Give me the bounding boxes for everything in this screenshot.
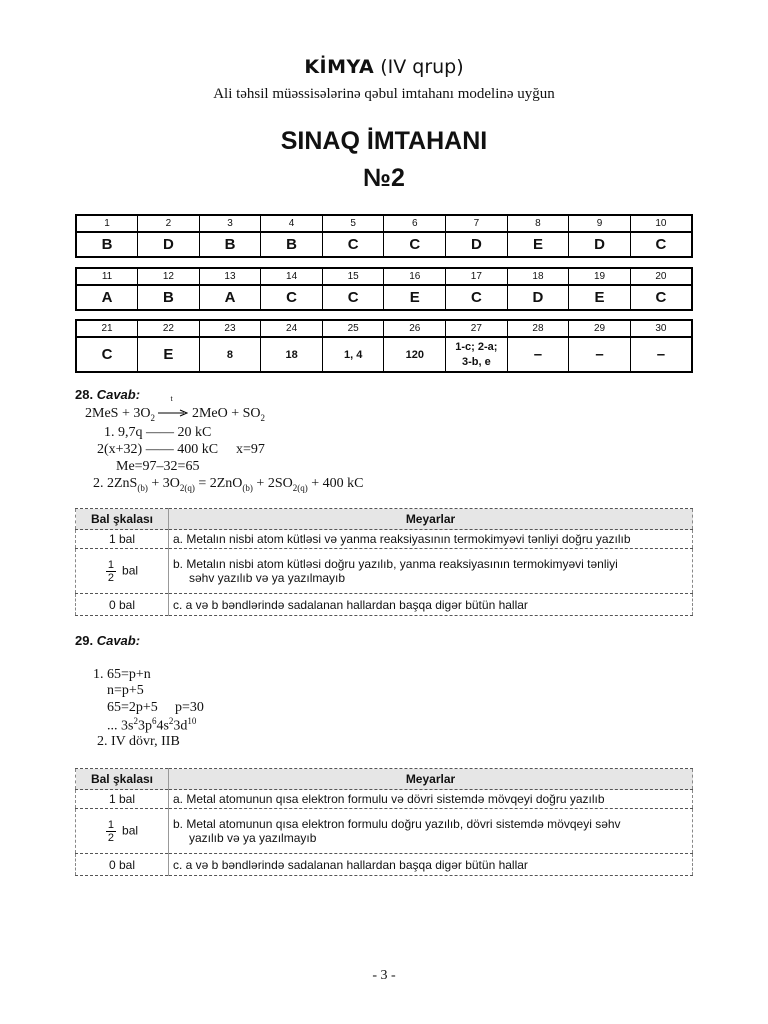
q28-number: 28. [75, 387, 94, 402]
eq-part: 4s [156, 718, 169, 734]
question-number: 20 [630, 268, 692, 285]
fraction-denominator: 2 [107, 571, 115, 584]
question-number: 27 [446, 320, 508, 337]
question-number: 22 [138, 320, 200, 337]
question-number: 5 [322, 215, 384, 232]
question-number: 29 [569, 320, 631, 337]
question-number: 15 [322, 268, 384, 285]
question-number: 9 [569, 215, 631, 232]
answer-cell: 8 [199, 337, 261, 372]
exam-number: №2 [363, 164, 405, 192]
eq-sup: 2 [168, 716, 174, 726]
question-number: 10 [630, 215, 692, 232]
answer-cell: C [630, 232, 692, 257]
answer-27-line2: 3-b, e [461, 355, 491, 368]
answer-cell-multi [446, 337, 508, 372]
question-number: 26 [384, 320, 446, 337]
eq-part: 3d [173, 718, 188, 734]
answer-cell: C [446, 285, 508, 310]
answer-cell: B [261, 232, 323, 257]
question-number: 24 [261, 320, 323, 337]
fraction-numerator: 1 [107, 558, 115, 571]
q29-number: 29. [75, 633, 94, 648]
eq-part: 3p [137, 718, 152, 734]
q28-line-3: Me=97–32=65 [116, 459, 200, 474]
question-number: 23 [199, 320, 261, 337]
answer-cell: E [507, 232, 569, 257]
answer-cell: B [138, 285, 200, 310]
eq-part: = 2ZnO [194, 476, 243, 491]
q29-line-1: 1. 65=p+n [93, 667, 151, 682]
eq-sub: 2 [150, 413, 155, 424]
score-cell-half [76, 549, 169, 594]
q29-label: Cavab: [96, 633, 141, 648]
eq-sub: (b) [137, 482, 148, 493]
answer-cell: B [199, 232, 261, 257]
question-number: 19 [569, 268, 631, 285]
score-cell: 0 bal [76, 594, 169, 616]
fraction-denominator: 2 [107, 831, 115, 844]
subject-subtitle: Ali təhsil müəssisələrinə qəbul imtahanı modelinə uyğun [213, 86, 555, 102]
answer-cell: E [569, 285, 631, 310]
subject-group: (IV qrup) [380, 56, 464, 78]
col-header-score: Bal şkalası [76, 769, 169, 790]
answer-cell: C [76, 337, 138, 372]
criteria-text-cont: səhv yazılıb və ya yazılmayıb [189, 571, 346, 585]
answer-cell: C [322, 285, 384, 310]
question-number: 6 [384, 215, 446, 232]
q29-line-5: 2. IV dövr, IIB [97, 734, 180, 749]
eq-part: + 2SO [252, 476, 293, 491]
q28-line-2b: x=97 [236, 442, 265, 457]
q29-criteria-table [75, 768, 693, 876]
eq-sub: 2 [260, 413, 266, 424]
question-number: 1 [76, 215, 138, 232]
col-header-score: Bal şkalası [76, 509, 169, 530]
question-number: 8 [507, 215, 569, 232]
eq-sub: 2(q) [179, 482, 195, 493]
question-number: 17 [446, 268, 508, 285]
answer-cell: – [507, 337, 569, 372]
answer-cell: E [138, 337, 200, 372]
page-number: - 3 - [372, 968, 396, 983]
criteria-text-multi [169, 809, 693, 854]
question-number: 18 [507, 268, 569, 285]
question-number: 25 [322, 320, 384, 337]
answer-cell: D [569, 232, 631, 257]
arrow-label: t [170, 394, 173, 403]
criteria-text: a. Metalın nisbi atom kütləsi və yanma reaksiyasının termokimyəvi tənliyi doğru yazılıb [169, 530, 693, 549]
eq-part: + 3O [147, 476, 180, 491]
question-number: 11 [76, 268, 138, 285]
eq-sup: 2 [133, 716, 138, 726]
criteria-text-cont: yazılıb və ya yazılmayıb [189, 831, 317, 845]
answer-cell: B [76, 232, 138, 257]
question-number: 30 [630, 320, 692, 337]
eq-sup: 6 [151, 716, 157, 726]
answer-cell: 120 [384, 337, 446, 372]
fraction [106, 559, 116, 584]
eq-sub: 2(q) [292, 482, 308, 493]
eq-part: ... 3s [107, 718, 134, 734]
eq-sup: 10 [187, 716, 197, 726]
exam-title: SINAQ İMTAHANI [280, 127, 488, 155]
answer-cell: 18 [261, 337, 323, 372]
answer-table-1 [75, 214, 693, 258]
criteria-text-multi [169, 549, 693, 594]
col-header-criteria: Meyarlar [169, 769, 693, 790]
score-cell-half [76, 809, 169, 854]
answer-table-3 [75, 319, 693, 373]
eq-sub: (b) [242, 482, 253, 493]
score-unit: bal [122, 563, 139, 578]
question-number: 2 [138, 215, 200, 232]
question-number: 28 [507, 320, 569, 337]
criteria-text: c. a və b bəndlərində sadalanan hallardan başqa digər bütün hallar [169, 854, 693, 876]
answer-cell: A [76, 285, 138, 310]
q29-heading [75, 633, 140, 648]
reaction-arrow-icon [158, 394, 188, 422]
criteria-text: a. Metal atomunun qısa elektron formulu və dövri sistemdə mövqeyi doğru yazılıb [169, 790, 693, 809]
criteria-text: c. a və b bəndlərində sadalanan hallardan başqa digər bütün hallar [169, 594, 693, 616]
q29-line-2: n=p+5 [107, 683, 144, 698]
question-number: 12 [138, 268, 200, 285]
question-number: 4 [261, 215, 323, 232]
fraction [106, 819, 116, 844]
score-cell: 1 bal [76, 530, 169, 549]
answer-cell: D [138, 232, 200, 257]
score-cell: 1 bal [76, 790, 169, 809]
answer-cell: C [630, 285, 692, 310]
answer-cell: D [507, 285, 569, 310]
answer-27-line1: 1-c; 2-a; [455, 340, 498, 353]
question-number: 13 [199, 268, 261, 285]
question-number: 21 [76, 320, 138, 337]
question-number: 16 [384, 268, 446, 285]
answer-cell: C [384, 232, 446, 257]
answer-cell: 1, 4 [322, 337, 384, 372]
answer-cell: C [322, 232, 384, 257]
eq-part: 2MeO + SO [191, 406, 261, 422]
q29-line-3a: 65=2p+5 [107, 700, 158, 715]
answer-cell: C [261, 285, 323, 310]
q29-electron-config [107, 716, 196, 735]
subject-title [0, 56, 768, 78]
answer-cell: – [630, 337, 692, 372]
eq-part: 2. 2ZnS [93, 476, 138, 491]
score-cell: 0 bal [76, 854, 169, 876]
col-header-criteria: Meyarlar [169, 509, 693, 530]
criteria-text: b. Metal atomunun qısa elektron formulu doğru yazılıb, dövri sistemdə mövqeyi səhv [173, 817, 621, 831]
answer-cell: – [569, 337, 631, 372]
question-number: 7 [446, 215, 508, 232]
answer-cell: A [199, 285, 261, 310]
q28-line-1: 1. 9,7q —— 20 kC [104, 425, 212, 440]
fraction-numerator: 1 [107, 818, 115, 831]
answer-table-2 [75, 267, 693, 311]
answer-cell: E [384, 285, 446, 310]
q28-label: Cavab: [96, 387, 141, 402]
question-number: 14 [261, 268, 323, 285]
q28-equation-2 [93, 476, 363, 493]
q28-heading [75, 387, 140, 402]
eq-part: + 400 kC [307, 476, 364, 491]
subject-name: KİMYA [304, 56, 375, 78]
q28-criteria-table [75, 508, 693, 616]
score-unit: bal [122, 823, 139, 838]
criteria-text: b. Metalın nisbi atom kütləsi doğru yazılıb, yanma reaksiyasının termokimyəvi tənliyi [173, 557, 618, 571]
question-number: 3 [199, 215, 261, 232]
eq-part: 2MeS + 3O [85, 406, 151, 422]
q28-line-2a: 2(x+32) —— 400 kC [97, 442, 219, 457]
answer-cell: D [446, 232, 508, 257]
q29-line-3b: p=30 [175, 700, 204, 715]
